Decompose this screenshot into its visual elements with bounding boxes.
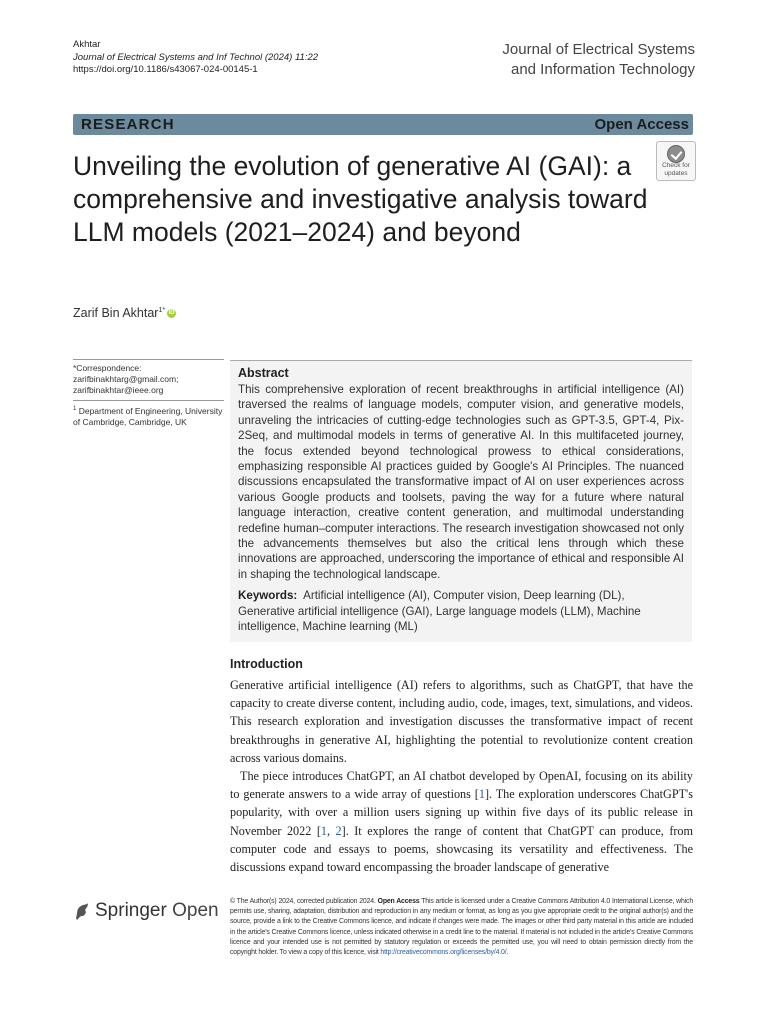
correspondence-email-2[interactable]: zarifbinakhtar@ieee.org	[73, 385, 164, 395]
author-affil-sup: 1*	[158, 306, 166, 314]
intro-paragraph-1: Generative artificial intelligence (AI) refers to algorithms, such as ChatGPT, that have the capacity to create diverse content, including audio, code, images, text, simulations, and videos. This research exploration and investigation discusses the transformative impact of recent breakthroughs in generative AI, highlighting the potential to revolutionize content creation across various domains.	[230, 678, 693, 765]
springer-horse-icon	[73, 901, 91, 921]
author-name[interactable]: Zarif Bin Akhtar	[73, 306, 159, 320]
license-link[interactable]: http://creativecommons.org/licenses/by/4.0/	[380, 949, 507, 957]
check-updates-icon	[667, 145, 685, 163]
check-updates-text	[657, 162, 695, 177]
license-text-b: This article is licensed under a Creative Commons Attribution 4.0 International License, which permits use, sharing, adaptation, distribution and reproduction in any medium or format, as long as you give appropriate credit to the original author(s) and the source, provide a link to the Creative Commons licence, and indicate if changes were made. The images or other third party material in this article are included in the article's Creative Commons licence, unless indicated otherwise in a credit line to the material. If material is not included in the article's Creative Commons licence and your intended use is not permitted by statutory regulation or exceeds the permitted use, you will need to obtain permission directly from the copyright holder. To view a copy of this licence, visit	[230, 898, 693, 957]
author-line	[73, 306, 176, 320]
header-doi-link[interactable]: https://doi.org/10.1186/s43067-024-00145-1	[73, 64, 258, 75]
keywords	[238, 588, 684, 634]
springer-open-logo	[73, 900, 219, 922]
check-updates-line2: updates	[664, 169, 688, 177]
affiliation-text: Department of Engineering, University of Cambridge, Cambridge, UK	[73, 405, 223, 427]
article-title: Unveiling the evolution of generative AI (GAI): a comprehensive and investigative analysis toward LLM models (2021–2024) and beyond	[73, 151, 648, 247]
intro-p2-text-c: ]. It explores the range of content that ChatGPT can produce, from computer code and essays to poems, showcasing its versatility and effectiveness. The discussions expand toward encompassing the broader landscape of generative	[230, 823, 694, 875]
section-heading-introduction: Introduction	[230, 657, 303, 671]
journal-name	[502, 40, 695, 80]
header-author: Akhtar	[73, 39, 101, 50]
correspondence-label: *Correspondence:	[73, 363, 142, 373]
license-open-access: Open Access	[377, 898, 420, 905]
citation-link-1[interactable]: 1	[478, 787, 485, 802]
license-text-end: .	[506, 949, 509, 957]
running-header	[73, 39, 318, 77]
header-citation: Journal of Electrical Systems and Inf Technol (2024) 11:22	[73, 51, 319, 63]
journal-name-line2: and Information Technology	[510, 61, 695, 78]
citation-separator: ,	[326, 823, 336, 838]
affiliation-block	[73, 400, 224, 428]
license-statement	[230, 897, 693, 958]
abstract-heading: Abstract	[238, 366, 289, 380]
keywords-list: Artificial intelligence (AI), Computer vision, Deep learning (DL), Generative artificial intelligence (GAI), Large language models (LLM), Machine intelligence, Machine learning (ML)	[238, 589, 641, 634]
keywords-label: Keywords:	[238, 589, 298, 603]
open-access-label: Open Access	[594, 116, 689, 133]
intro-paragraph-2	[230, 767, 693, 876]
citation-link-2[interactable]: 1	[320, 823, 327, 838]
check-updates-line1: Check for	[662, 162, 690, 169]
abstract-box	[230, 360, 692, 642]
intro-p2-text-a: The piece introduces ChatGPT, an AI chatbot developed by OpenAI, focusing on its ability to generate answers to a wide array of questions [	[230, 769, 693, 802]
license-text-a: © The Author(s) 2024, corrected publication 2024.	[230, 898, 378, 905]
intro-p2-text-b: ]. The exploration underscores ChatGPT's popularity, with over a million users signing up within five days of its public release in November 2022 [	[230, 787, 694, 838]
abstract-text: This comprehensive exploration of recent breakthroughs in artificial intelligence (AI) traversed the realms of language models, computer vision, and generative models, unraveling the intricacies of cutting-edge technologies such as GPT-3.5, GPT-4, Pix-2Seq, and multimodal models in terms of generative AI. In this multifaceted journey, the focus extended beyond technological prowess to ethical considerations, emphasizing responsible AI practices guided by Google's AI Principles. The nuanced discussions encapsulated the transformative impact of AI on user experiences across various Google products and toolsets, paving the way for a future where natural language interaction, creative content generation, and multimodal understanding redefine human–computer interactions. The research investigation showcased not only the advancements themselves but also the critical lens through which these innovations are approached, underscoring the importance of ethical and responsible AI in shaping the technological landscape.	[238, 383, 684, 581]
article-type-bar	[73, 114, 693, 135]
citation-link-3[interactable]: 2	[335, 823, 342, 838]
check-for-updates-button[interactable]	[656, 141, 696, 181]
springer-brand-open: Open	[172, 900, 219, 921]
article-type-label: RESEARCH	[81, 116, 175, 133]
journal-name-line1: Journal of Electrical Systems	[502, 41, 695, 58]
correspondence-email-1[interactable]: zarifbinakhtarg@gmail.com;	[73, 374, 179, 384]
springer-brand-main: Springer	[95, 900, 167, 921]
correspondence-block	[73, 359, 224, 396]
affiliation-sup: 1	[73, 406, 77, 412]
orcid-icon[interactable]: iD	[168, 310, 175, 317]
